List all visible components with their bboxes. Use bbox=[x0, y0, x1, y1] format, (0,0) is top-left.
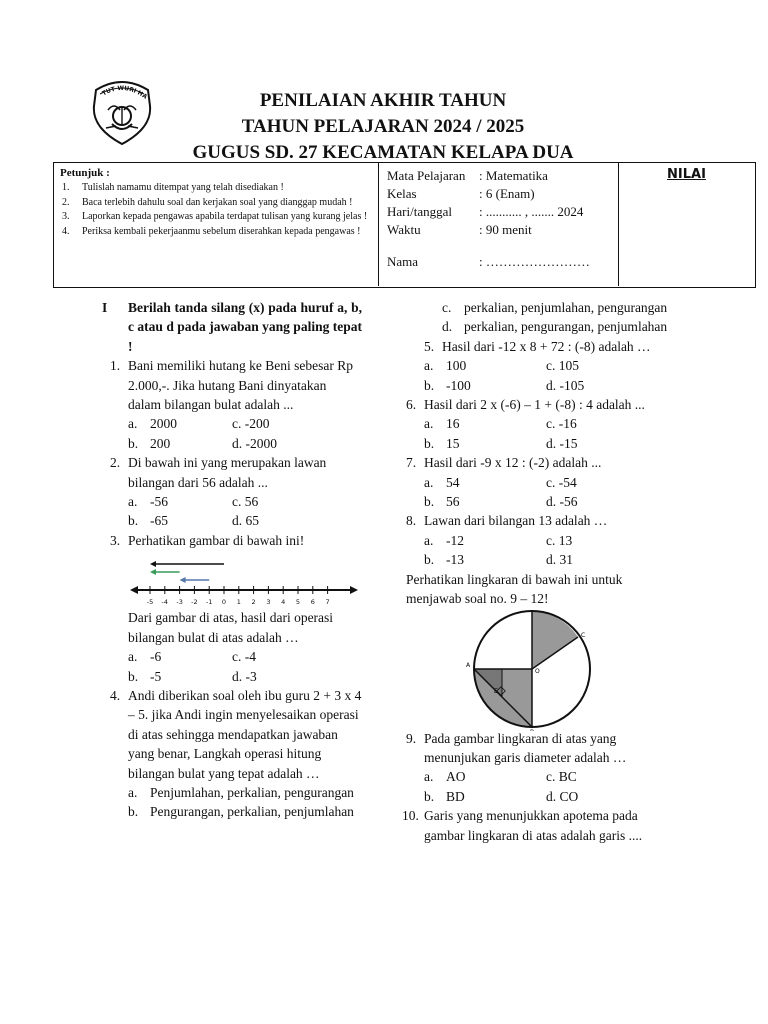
number-line-figure bbox=[110, 550, 362, 608]
instructions-box bbox=[54, 163, 379, 286]
question-number: 10. bbox=[402, 808, 419, 824]
option-a[interactable]: a. 16 bbox=[424, 416, 460, 432]
question-number: 7. bbox=[406, 455, 417, 471]
option-a[interactable]: a. -12 bbox=[424, 532, 464, 548]
option-b[interactable]: b. -65 bbox=[128, 513, 168, 529]
option-a[interactable]: a. 2000 bbox=[128, 416, 177, 432]
subject-value: : Matematika bbox=[479, 168, 548, 183]
question-text: Bani memiliki hutang ke Beni sebesar Rp 2.000,-. Jika hutang Bani dinyatakan dalam bilangan bulat adalah ... bbox=[128, 358, 353, 413]
option-d[interactable]: d. -15 bbox=[546, 435, 578, 451]
school-logo bbox=[86, 76, 158, 148]
question-text: Garis yang menunjukkan apotema pada gambar lingkaran di atas adalah garis .... bbox=[424, 808, 643, 843]
option-a[interactable]: a. AO bbox=[424, 769, 466, 785]
question-number: 3. bbox=[110, 532, 121, 548]
instructions-title: Petunjuk : bbox=[60, 167, 110, 179]
axis-arrow-right-icon bbox=[350, 586, 358, 594]
date-value[interactable]: : ........... , ....... 2024 bbox=[479, 204, 584, 219]
option-b[interactable]: b. -100 bbox=[424, 377, 471, 393]
option-d[interactable]: d. -56 bbox=[546, 494, 578, 510]
tick-label: -5 bbox=[146, 598, 154, 607]
instruction-number: 3. bbox=[62, 211, 70, 222]
label-c: C bbox=[581, 631, 586, 639]
class-value: : 6 (Enam) bbox=[479, 186, 535, 201]
instruction-text: Laporkan kepada pengawas apabila terdapat tulisan yang kurang jelas ! bbox=[82, 211, 368, 222]
question-text: Hasil dari -9 x 12 : (-2) adalah ... bbox=[424, 455, 602, 471]
exam-year: TAHUN PELAJARAN 2024 / 2025 bbox=[241, 116, 525, 137]
left-column bbox=[102, 298, 362, 822]
option-c[interactable]: c. -200 bbox=[232, 416, 270, 432]
circle-figure bbox=[406, 609, 678, 729]
option-b[interactable]: b. 56 bbox=[424, 494, 460, 510]
option-a[interactable]: a. -6 bbox=[128, 649, 162, 665]
question-3 bbox=[110, 531, 362, 686]
instruction-item bbox=[60, 211, 372, 223]
section-number: I bbox=[102, 300, 108, 315]
question-10 bbox=[402, 806, 678, 845]
question-4 bbox=[110, 686, 362, 822]
option-c[interactable]: c. BC bbox=[546, 769, 577, 785]
question-text: Perhatikan gambar di bawah ini! bbox=[128, 532, 305, 548]
instruction-number: 4. bbox=[62, 225, 70, 237]
score-box[interactable] bbox=[619, 163, 754, 286]
option-a[interactable]: a. -56 bbox=[128, 494, 168, 510]
option-c[interactable]: c. 13 bbox=[546, 532, 573, 548]
option-d[interactable]: d. -3 bbox=[232, 668, 257, 684]
tick-label: 1 bbox=[236, 598, 241, 607]
arrowhead-icon bbox=[180, 577, 186, 583]
tick-label: 7 bbox=[325, 598, 330, 607]
option-c[interactable]: c. 105 bbox=[546, 358, 579, 374]
tick-label: 4 bbox=[281, 598, 286, 607]
time-row bbox=[387, 221, 610, 239]
instruction-item bbox=[60, 182, 372, 194]
subject-row bbox=[387, 167, 610, 185]
question-6 bbox=[406, 395, 678, 453]
tick-label: 3 bbox=[266, 598, 271, 607]
question-number: 4. bbox=[110, 687, 121, 703]
option-d[interactable]: d. CO bbox=[546, 788, 579, 804]
section-heading bbox=[102, 298, 362, 356]
score-label: NILAI bbox=[667, 167, 706, 182]
question-text: Di bawah ini yang merupakan lawan bilangan dari 56 adalah ... bbox=[128, 455, 327, 490]
option-d[interactable]: d. 65 bbox=[232, 513, 259, 529]
option-d[interactable]: d. perkalian, pengurangan, penjumlahan bbox=[442, 319, 668, 335]
question-text: Pada gambar lingkaran di atas yang menunjukan garis diameter adalah … bbox=[424, 730, 627, 765]
question-7 bbox=[406, 453, 678, 511]
label-e: E bbox=[494, 687, 498, 695]
question-8 bbox=[406, 511, 678, 569]
tick-label: -4 bbox=[161, 598, 169, 607]
question-text: Andi diberikan soal oleh ibu guru 2 + 3 x 4 – 5. jika Andi ingin menyelesaikan operasi di atas sehingga mendapatkan jawaban yang benar, Langkah operasi hitung bilangan bulat yang tepat adalah … bbox=[128, 687, 362, 781]
date-row bbox=[387, 203, 610, 221]
option-d[interactable]: d. 31 bbox=[546, 552, 573, 568]
instruction-item bbox=[60, 197, 372, 209]
subject-label: Mata Pelajaran bbox=[387, 168, 466, 183]
option-c[interactable]: c. perkalian, penjumlahan, pengurangan bbox=[442, 300, 668, 315]
instruction-item bbox=[60, 226, 372, 238]
instruction-number: 1. bbox=[62, 182, 70, 193]
class-row bbox=[387, 185, 610, 203]
arrowhead-icon bbox=[150, 561, 156, 567]
name-field[interactable]: : …………………… bbox=[479, 254, 590, 269]
tick-label: 2 bbox=[251, 598, 256, 607]
question-text: Lawan dari bilangan 13 adalah … bbox=[424, 513, 608, 529]
question-text: Dari gambar di atas, hasil dari operasi bilangan bulat di atas adalah … bbox=[128, 610, 334, 645]
instruction-text: Periksa kembali pekerjaanmu sebelum diserahkan kepada pengawas ! bbox=[82, 225, 361, 237]
question-number: 9. bbox=[406, 730, 417, 746]
question-number: 1. bbox=[110, 358, 121, 374]
instruction-text: Baca terlebih dahulu soal dan kerjakan soal yang dianggap mudah ! bbox=[82, 196, 353, 208]
circle-diagram bbox=[462, 609, 592, 731]
option-c[interactable]: c. 56 bbox=[232, 494, 259, 510]
exam-school: GUGUS SD. 27 KECAMATAN KELAPA DUA bbox=[192, 142, 574, 163]
logo-text: TUT WURI HA bbox=[101, 84, 149, 101]
exam-info-box bbox=[379, 163, 619, 286]
axis-arrow-left-icon bbox=[130, 586, 138, 594]
option-c[interactable]: c. -54 bbox=[546, 474, 577, 490]
time-label: Waktu bbox=[387, 222, 421, 237]
question-9 bbox=[406, 729, 678, 807]
question-number: 8. bbox=[406, 513, 417, 529]
tick-label: 6 bbox=[310, 598, 315, 607]
time-value: : 90 menit bbox=[479, 222, 532, 237]
option-d[interactable]: d. -105 bbox=[546, 377, 585, 393]
option-a[interactable]: a. 54 bbox=[424, 474, 460, 490]
tick-label: -2 bbox=[191, 598, 198, 607]
question-2 bbox=[110, 453, 362, 531]
question-text: Hasil dari -12 x 8 + 72 : (-8) adalah … bbox=[442, 338, 651, 354]
instruction-number: 2. bbox=[62, 196, 70, 208]
exam-header bbox=[150, 88, 616, 166]
instruction-text: Tulislah namamu ditempat yang telah disediakan ! bbox=[82, 182, 284, 193]
question-text: Hasil dari 2 x (-6) – 1 + (-8) : 4 adalah ... bbox=[424, 397, 645, 413]
exam-title: PENILAIAN AKHIR TAHUN bbox=[259, 90, 507, 111]
option-d[interactable]: d. -2000 bbox=[232, 435, 277, 451]
class-label: Kelas bbox=[387, 186, 417, 201]
option-a[interactable]: a. 100 bbox=[424, 358, 467, 374]
name-row bbox=[387, 253, 610, 271]
option-c[interactable]: c. -4 bbox=[232, 649, 256, 665]
circle-intro: Perhatikan lingkaran di bawah ini untuk menjawab soal no. 9 – 12! bbox=[406, 571, 623, 607]
tut-wuri-handayani-emblem-icon bbox=[86, 76, 158, 148]
number-line bbox=[128, 550, 360, 608]
tick-label: -1 bbox=[205, 598, 213, 607]
tick-label: 5 bbox=[295, 598, 301, 607]
info-table bbox=[53, 162, 756, 288]
right-column bbox=[402, 298, 678, 845]
label-a: A bbox=[466, 661, 471, 669]
question-1 bbox=[110, 356, 362, 453]
option-c[interactable]: c. -16 bbox=[546, 416, 577, 432]
option-b[interactable]: b. BD bbox=[424, 788, 465, 804]
option-a[interactable]: a. Penjumlahan, perkalian, pengurangan bbox=[128, 784, 354, 800]
question-number: 6. bbox=[406, 397, 417, 413]
question-number: 5. bbox=[424, 338, 435, 354]
question-number: 2. bbox=[110, 455, 121, 471]
option-b[interactable]: b. 15 bbox=[424, 435, 460, 451]
tick-label: -3 bbox=[176, 598, 183, 607]
date-label: Hari/tanggal bbox=[387, 204, 452, 219]
name-label: Nama bbox=[387, 254, 419, 269]
option-b[interactable]: b. 200 bbox=[128, 435, 171, 451]
label-d bbox=[530, 609, 535, 611]
section-instruction: Berilah tanda silang (x) pada huruf a, b, c atau d pada jawaban yang paling tepat ! bbox=[128, 300, 362, 354]
option-b[interactable]: b. -13 bbox=[424, 552, 464, 568]
question-5 bbox=[406, 337, 678, 395]
option-b[interactable]: b. Pengurangan, perkalian, penjumlahan bbox=[128, 804, 354, 820]
option-b[interactable]: b. -5 bbox=[128, 668, 162, 684]
arrowhead-icon bbox=[150, 569, 156, 575]
tick-label: 0 bbox=[221, 598, 227, 607]
label-o: O bbox=[535, 667, 540, 675]
